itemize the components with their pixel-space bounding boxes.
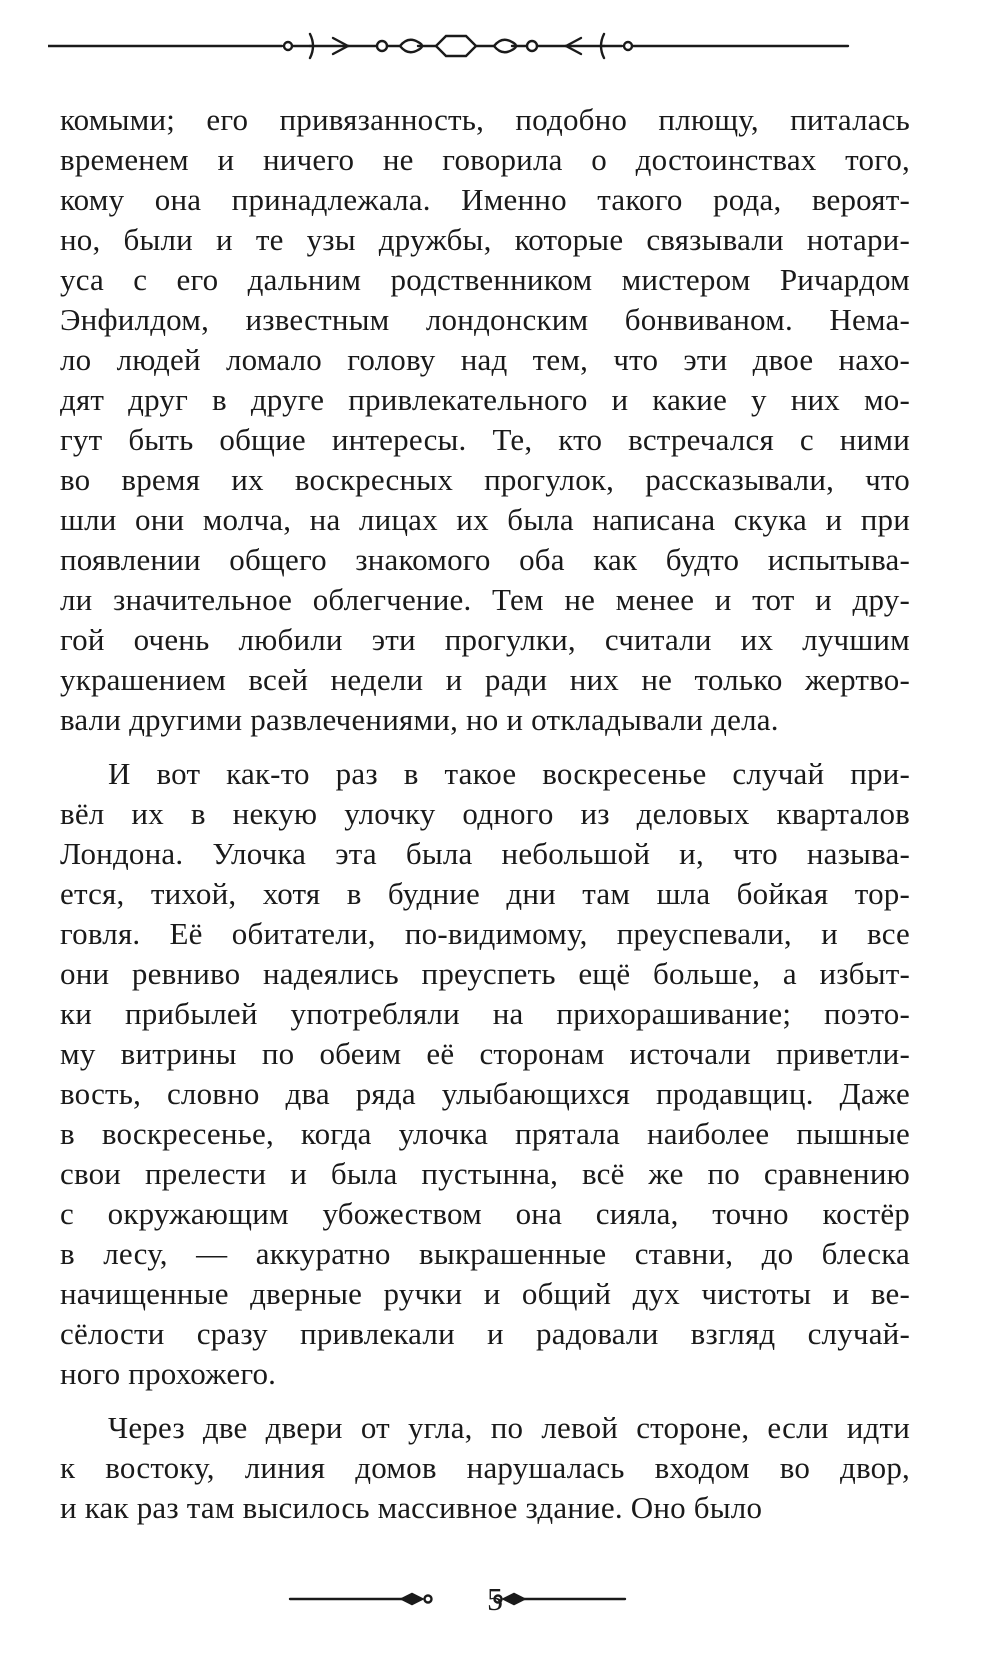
paragraph-gap <box>60 1394 910 1408</box>
text-line: вали другими развлечениями, но и откладывали дела. <box>60 702 779 737</box>
text-line: украшением всей недели и ради них не только жертво- <box>60 662 910 697</box>
text-line: ли значительное облегчение. Тем не менее и тот и дру- <box>60 582 910 617</box>
text-line: гой очень любили эти прогулки, считали их лучшим <box>60 622 910 657</box>
text-line: с окружающим убожеством она сияла, точно костёр <box>60 1196 910 1231</box>
paragraph <box>60 754 910 1394</box>
text-line: Через две двери от угла, по левой стороне, если идти <box>108 1410 910 1445</box>
text-line: дят друг в друге привлекательного и какие у них мо- <box>60 382 910 417</box>
text-line: ло людей ломало голову над тем, что эти двое нахо- <box>60 342 910 377</box>
body-text <box>60 100 910 1528</box>
text-line: Энфилдом, известным лондонским бонвиваном. Нема- <box>60 302 910 337</box>
text-line: ется, тихой, хотя в будние дни там шла бойкая тор- <box>60 876 910 911</box>
text-line: вость, словно два ряда улыбающихся продавщиц. Даже <box>60 1076 910 1111</box>
text-line: вёл их в некую улочку одного из деловых кварталов <box>60 796 910 831</box>
text-line: временем и ничего не говорила о достоинствах того, <box>60 142 910 177</box>
text-line: шли они молча, на лицах их была написана скука и при <box>60 502 910 537</box>
text-line: И вот как-то раз в такое воскресенье случай при- <box>108 756 910 791</box>
page-number: 5 <box>487 1581 503 1617</box>
text-line: в лесу, — аккуратно выкрашенные ставни, до блеска <box>60 1236 910 1271</box>
text-line: Лондона. Улочка эта была небольшой и, что называ- <box>60 836 910 871</box>
text-line: они ревниво надеялись преуспеть ещё больше, а избыт- <box>60 956 910 991</box>
text-line: му витрины по обеим её сторонам источали приветли- <box>60 1036 910 1071</box>
page-footer <box>0 1577 1000 1627</box>
paragraph-gap <box>60 740 910 754</box>
text-line: но, были и те узы дружбы, которые связывали нотари- <box>60 222 910 257</box>
paragraph <box>60 1408 910 1528</box>
paragraph <box>60 100 910 740</box>
text-line: и как раз там высилось массивное здание. Оно было <box>60 1490 763 1525</box>
text-line: начищенные дверные ручки и общий дух чистоты и ве- <box>60 1276 910 1311</box>
text-line: гут быть общие интересы. Те, кто встречался с ними <box>60 422 910 457</box>
text-line: говля. Её обитатели, по-видимому, преуспевали, и все <box>60 916 910 951</box>
text-line: появлении общего знакомого оба как будто испытыва- <box>60 542 910 577</box>
text-line: кому она принадлежала. Именно такого рода, вероят- <box>60 182 910 217</box>
text-line: ного прохожего. <box>60 1356 277 1391</box>
header-ornament-icon <box>48 28 908 64</box>
text-line: во время их воскресных прогулок, рассказывали, что <box>60 462 910 497</box>
text-line: уса с его дальним родственником мистером Ричардом <box>60 262 910 297</box>
text-line: ки прибылей употребляли на прихорашивание; поэто- <box>60 996 910 1031</box>
text-line: сёлости сразу привлекали и радовали взгляд случай- <box>60 1316 910 1351</box>
text-line: в воскресенье, когда улочка прятала наиболее пышные <box>60 1116 910 1151</box>
text-line: свои прелести и была пустынна, всё же по сравнению <box>60 1156 910 1191</box>
text-line: комыми; его привязанность, подобно плющу, питалась <box>60 102 910 137</box>
text-line: к востоку, линия домов нарушалась входом во двор, <box>60 1450 910 1485</box>
